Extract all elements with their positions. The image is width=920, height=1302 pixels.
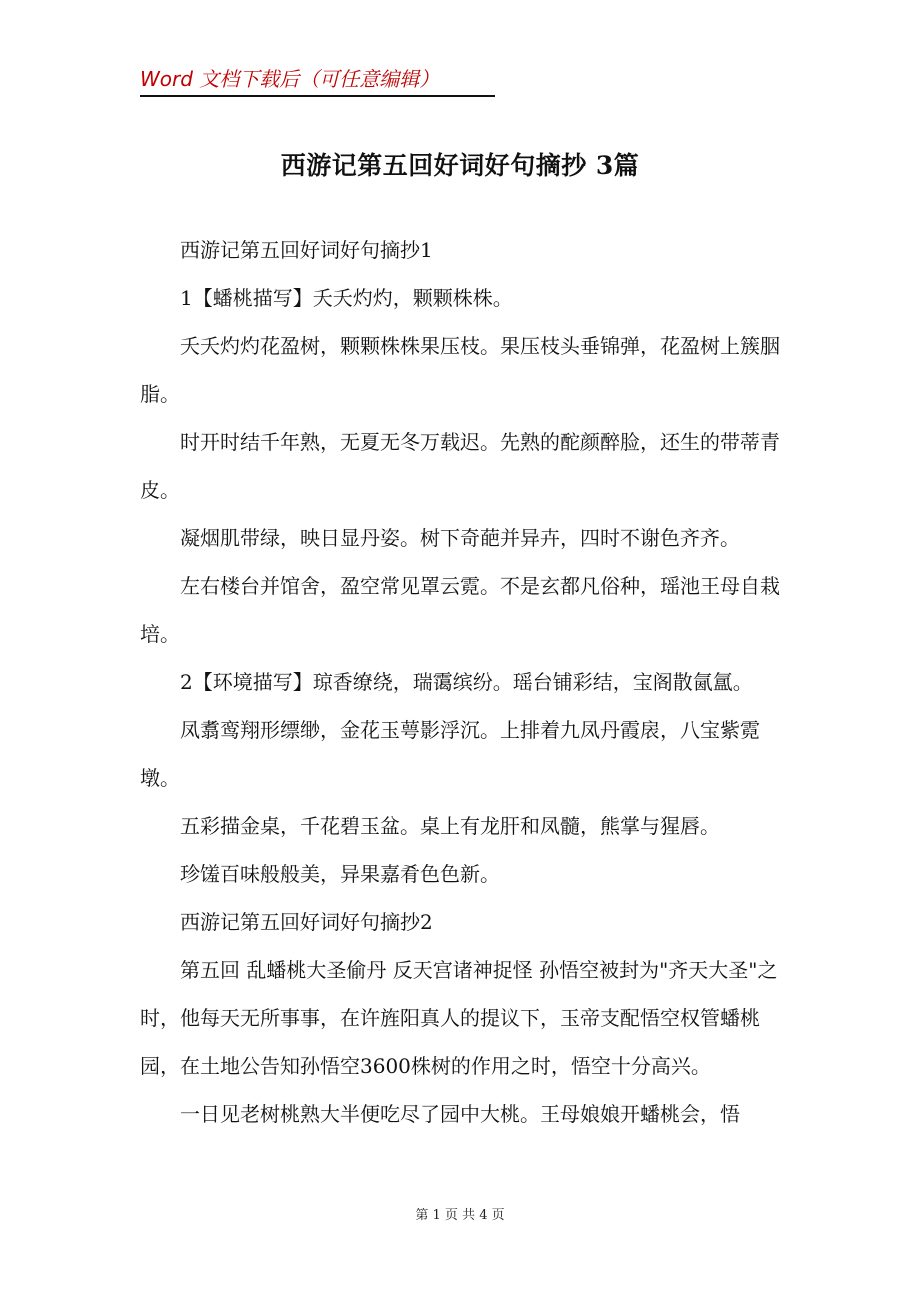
document-body <box>140 226 788 1138</box>
header-underline <box>140 95 495 97</box>
paragraph: 凤翥鸾翔形缥缈，金花玉萼影浮沉。上排着九凤丹霞扆，八宝紫霓墩。 <box>140 718 760 790</box>
paragraph: 第五回 乱蟠桃大圣偷丹 反天宫诸神捉怪 孙悟空被封为"齐天大圣"之时，他每天无所事事，在许旌阳真人的提议下，玉帝支配悟空权管蟠桃园，在土地公告知孙悟空3600株树的作用之时，悟空十分高兴。 <box>140 958 778 1078</box>
paragraph: 夭夭灼灼花盈树，颗颗株株果压枝。果压枝头垂锦弹，花盈树上簇胭脂。 <box>140 334 780 406</box>
paragraph: 珍馐百味般般美，异果嘉肴色色新。 <box>180 862 500 886</box>
paragraph: 凝烟肌带绿，映日显丹姿。树下奇葩并异卉，四时不谢色齐齐。 <box>180 526 740 550</box>
paragraph: 西游记第五回好词好句摘抄2 <box>180 910 433 934</box>
paragraph: 一日见老树桃熟大半便吃尽了园中大桃。王母娘娘开蟠桃会，悟 <box>180 1102 740 1126</box>
paragraph: 2【环境描写】琼香缭绕，瑞霭缤纷。瑶台铺彩结，宝阁散氤氲。 <box>180 670 753 694</box>
page-footer: 第 1 页 共 4 页 <box>415 1208 505 1223</box>
paragraph: 左右楼台并馆舍，盈空常见罩云霓。不是玄都凡俗种，瑶池王母自栽培。 <box>140 574 780 646</box>
paragraph: 时开时结千年熟，无夏无冬万载迟。先熟的酡颜醉脸，还生的带蒂青皮。 <box>140 430 780 502</box>
paragraph: 五彩描金桌，千花碧玉盆。桌上有龙肝和凤髓，熊掌与猩唇。 <box>180 814 720 838</box>
document-header: Word 文档下载后（可任意编辑） <box>140 67 440 91</box>
document-title: 西游记第五回好词好句摘抄 3篇 <box>280 151 640 180</box>
paragraph: 西游记第五回好词好句摘抄1 <box>180 238 433 262</box>
paragraph: 1【蟠桃描写】夭夭灼灼，颗颗株株。 <box>180 286 513 310</box>
